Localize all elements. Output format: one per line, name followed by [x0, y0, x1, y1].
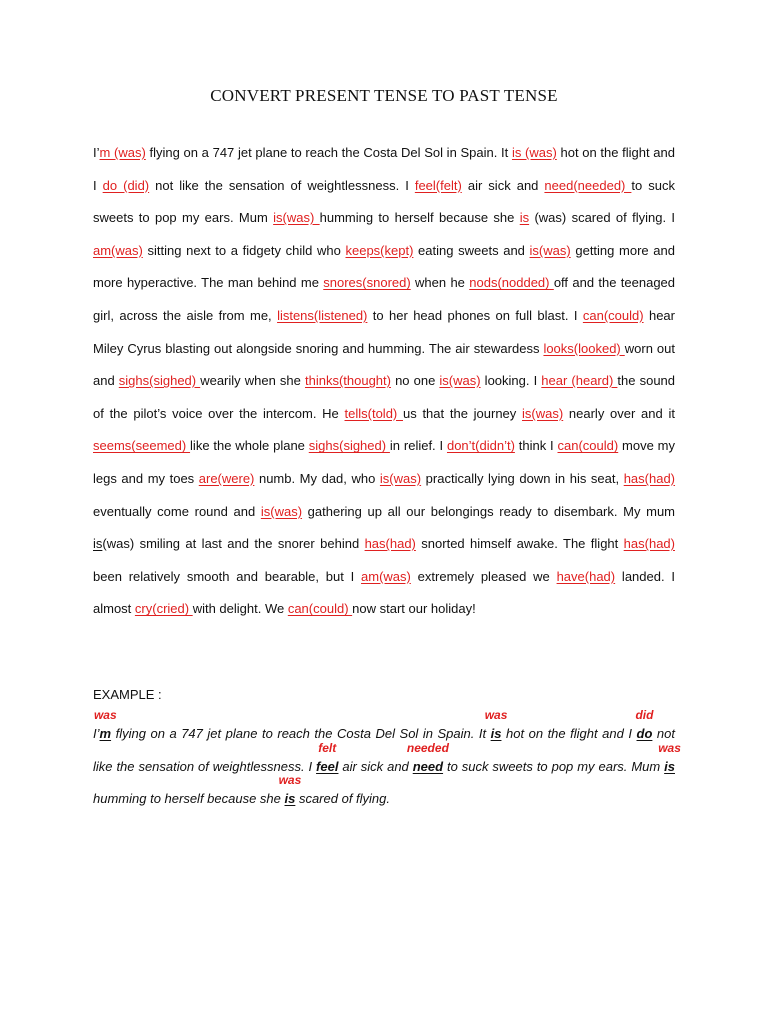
example-verb — [635, 708, 654, 751]
example-verb-past-tense-note: was — [278, 773, 302, 788]
paragraph-text: extremely pleased we — [410, 568, 557, 584]
paragraph-text: (was) scared of flying. I — [529, 210, 676, 226]
past-tense-correction: is(was) — [273, 210, 320, 226]
paragraph-text: nearly over and it — [563, 405, 675, 421]
example-verb — [406, 740, 449, 784]
example-verb-word: do — [636, 726, 653, 741]
example-verb-word: m — [99, 726, 112, 741]
paragraph-text: (was) smiling at last and the snorer behind — [102, 536, 365, 552]
past-tense-correction: keeps(kept) — [345, 242, 414, 258]
past-tense-correction: is(was) — [529, 242, 571, 258]
past-tense-correction: sighs(sighed) — [308, 438, 390, 454]
past-tense-correction: is — [519, 210, 530, 226]
paragraph-text: move my legs and my toes — [93, 438, 675, 486]
paragraph-text: eating sweets and — [413, 242, 530, 258]
example-text: flying on a 747 jet plane to reach the Costa Del Sol in Spain. It — [111, 726, 491, 741]
paragraph-text: off and the teenaged girl, across the aisle from me, — [93, 275, 676, 323]
paragraph-text: not like the sensation of weightlessness. I — [149, 177, 415, 193]
example-text: air sick and — [338, 758, 413, 774]
example-verb — [93, 708, 117, 751]
example-verb — [658, 740, 681, 784]
paragraph-text: us that the journey — [402, 405, 523, 421]
past-tense-correction: don’t(didn’t) — [446, 438, 515, 454]
example-verb-past-tense-note: was — [658, 740, 681, 755]
paragraph-text: looking. I — [480, 373, 542, 389]
paragraph-text: been relatively smooth and bearable, but I — [93, 568, 362, 584]
paragraph-text: I’ — [93, 145, 100, 160]
paragraph-text: to suck sweets to pop my ears. Mum — [93, 177, 675, 226]
paragraph-text: hear Miley Cyrus blasting out alongside snoring and humming. The air stewardess — [93, 307, 675, 356]
past-tense-correction: am(was) — [93, 242, 143, 258]
example-verb-past-tense-note: needed — [406, 740, 449, 755]
underlined-verb: is — [93, 536, 103, 552]
example-text: hot on the flight and I — [501, 726, 637, 741]
past-tense-correction: is(was) — [379, 470, 422, 486]
past-tense-correction: hear (heard) — [541, 373, 618, 389]
paragraph-text: getting more and more hyperactive. The man behind me — [93, 242, 675, 291]
paragraph-text: humming to herself because she — [319, 210, 520, 226]
paragraph-text: the sound of the pilot’s voice over the intercom. He — [93, 373, 676, 421]
paragraph-text: think I — [514, 438, 558, 454]
paragraph-text: in relief. I — [389, 438, 447, 454]
paragraph-text: with delight. We — [192, 601, 288, 617]
paragraph-text: now start our holiday! — [352, 601, 476, 617]
past-tense-correction: is (was) — [511, 145, 557, 160]
past-tense-correction: can(could) — [582, 307, 644, 323]
paragraph-text: air sick and — [461, 177, 545, 193]
past-tense-correction: sighs(sighed) — [118, 373, 201, 389]
example-verb — [484, 708, 508, 751]
paragraph-text: snorted himself awake. The flight — [415, 536, 624, 552]
example-text: humming to herself because she — [93, 791, 285, 807]
past-tense-correction: do (did) — [102, 177, 150, 193]
paragraph-text: eventually come round and — [93, 503, 261, 519]
past-tense-correction: looks(looked) — [543, 340, 625, 356]
page-title: CONVERT PRESENT TENSE TO PAST TENSE — [210, 86, 558, 105]
example-verb-word: is — [664, 758, 675, 774]
past-tense-correction: is(was) — [439, 373, 481, 389]
past-tense-correction: can(could) — [287, 601, 353, 617]
paragraph-text: practically lying down in his seat, — [421, 470, 624, 486]
paragraph-text: sitting next to a fidgety child who — [142, 242, 346, 258]
example-verb — [278, 773, 302, 816]
past-tense-correction: tells(told) — [344, 405, 403, 421]
past-tense-correction: listens(listened) — [277, 307, 368, 323]
past-tense-correction: m (was) — [99, 145, 146, 160]
paragraph-text: when he — [410, 275, 470, 291]
example-verb-word: is — [490, 726, 502, 741]
example-text: scared of flying. — [295, 791, 390, 807]
past-tense-correction: thinks(thought) — [304, 373, 391, 389]
paragraph-text: wearily when she — [200, 373, 305, 389]
paragraph-text: like the whole plane — [190, 438, 309, 454]
example-verb-past-tense-note: was — [93, 708, 117, 722]
example-paragraph — [93, 708, 681, 816]
example-verb — [316, 740, 339, 784]
past-tense-correction: is(was) — [522, 405, 564, 421]
paragraph-text: landed. I almost — [93, 568, 675, 617]
exercise-paragraph — [93, 137, 675, 626]
past-tense-correction: seems(seemed) — [93, 438, 191, 454]
example-text: not like the sensation of weightlessness. I — [93, 726, 676, 774]
example-text: I’ — [93, 726, 100, 741]
past-tense-correction: has(had) — [623, 470, 676, 486]
past-tense-correction: am(was) — [361, 568, 411, 584]
paragraph-text: numb. My dad, who — [254, 470, 380, 486]
example-verb-past-tense-note: was — [484, 708, 508, 722]
example-label: EXAMPLE : — [93, 687, 162, 702]
paragraph-text: to her head phones on full blast. I — [367, 307, 583, 323]
past-tense-correction: nods(nodded) — [469, 275, 554, 291]
example-verb-word: is — [284, 791, 296, 807]
past-tense-correction: is(was) — [260, 503, 303, 519]
past-tense-correction: snores(snored) — [323, 275, 411, 291]
example-text: to suck sweets to pop my ears. Mum — [443, 758, 665, 774]
paragraph-text: gathering up all our belongings ready to disembark. My mum — [302, 503, 676, 519]
paragraph-text: flying on a 747 jet plane to reach the Costa Del Sol in Spain. It — [145, 145, 512, 160]
past-tense-correction: need(needed) — [544, 177, 632, 193]
paragraph-text: no one — [390, 373, 440, 389]
paragraph-text: worn out and — [93, 340, 675, 389]
past-tense-correction: has(had) — [623, 536, 675, 552]
example-verb-past-tense-note: did — [635, 708, 654, 722]
past-tense-correction: have(had) — [556, 568, 616, 584]
past-tense-correction: cry(cried) — [134, 601, 193, 617]
past-tense-correction: feel(felt) — [414, 177, 462, 193]
past-tense-correction: has(had) — [364, 536, 416, 552]
paragraph-text: hot on the flight and I — [93, 145, 676, 193]
past-tense-correction: can(could) — [557, 438, 619, 454]
example-verb-word: feel — [316, 758, 339, 774]
example-verb-word: need — [412, 758, 444, 774]
past-tense-correction: are(were) — [198, 470, 255, 486]
example-verb-past-tense-note: felt — [318, 740, 337, 755]
